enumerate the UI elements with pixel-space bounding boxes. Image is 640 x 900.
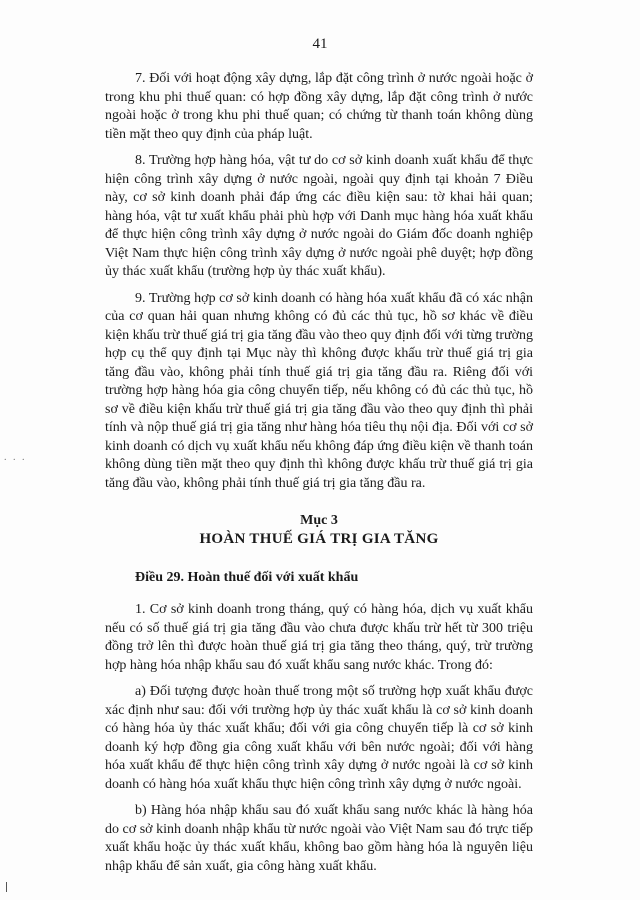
section-label: Mục 3 [300,513,338,528]
document-body [105,70,533,884]
article-clause-1b: b) Hàng hóa nhập khẩu sau đó xuất khẩu sang nước khác là hàng hóa do cơ sở kinh doanh nhập khẩu từ nước ngoài vào Việt Nam sau đó trực tiếp xuất khẩu hoặc ủy thác xuất khẩu, không bao gồm hàng hóa là nguyên liệu nhập khẩu để sản xuất, gia công hàng xuất khẩu. [105,803,533,874]
article-clause-1a: a) Đối tượng được hoàn thuế trong một số trường hợp xuất khẩu được xác định như sau: đối với trường hợp ủy thác xuất khẩu là cơ sở kinh doanh có hàng hóa ủy thác xuất khẩu; đối với gia công chuyển tiếp là cơ sở kinh doanh ký hợp đồng gia công xuất khẩu với bên nước ngoài; đối với hàng hóa xuất khẩu để thực hiện công trình xây dựng ở nước ngoài là cơ sở kinh doanh có hàng hóa xuất khẩu thực hiện công trình xây dựng ở nước ngoài. [105,684,533,792]
section-title: HOÀN THUẾ GIÁ TRỊ GIA TĂNG [199,531,439,547]
clause-8: 8. Trường hợp hàng hóa, vật tư do cơ sở kinh doanh xuất khẩu để thực hiện công trình xây dựng ở nước ngoài, ngoài quy định tại khoản 7 Điều này, cơ sở kinh doanh phải đáp ứng các điều kiện sau: tờ khai hải quan; hàng hóa, vật tư xuất khẩu phải phù hợp với Danh mục hàng hóa xuất khẩu để thực hiện công trình xây dựng ở nước ngoài do Giám đốc doanh nghiệp Việt Nam thực hiện công trình xây dựng ở nước ngoài phê duyệt; hợp đồng ủy thác xuất khẩu (trường hợp ủy thác xuất khẩu). [105,153,533,279]
clause-9: 9. Trường hợp cơ sở kinh doanh có hàng hóa xuất khẩu đã có xác nhận của cơ quan hải quan nhưng không có đủ các thủ tục, hồ sơ khác về điều kiện khấu trừ thuế giá trị gia tăng đầu vào theo quy định đối với từng trường hợp cụ thể quy định tại Mục này thì không được khấu trừ thuế giá trị gia tăng đầu vào, không phải tính thuế giá trị gia tăng đầu ra. Riêng đối với trường hợp hàng hóa gia công chuyển tiếp, nếu không có đủ các thủ tục, hồ sơ về điều kiện khấu trừ thuế giá trị gia tăng đầu vào theo quy định thì phải tính và nộp thuế giá trị gia tăng như hàng hóa tiêu thụ nội địa. Đối với cơ sở kinh doanh có dịch vụ xuất khẩu nếu không đáp ứng điều kiện về thanh toán không dùng tiền mặt theo quy định thì không được khấu trừ thuế giá trị gia tăng đầu vào, không phải tính thuế giá trị gia tăng đầu ra. [105,290,533,491]
article-title: Điều 29. Hoàn thuế đối với xuất khẩu [135,569,359,585]
margin-mark: . . . [4,452,27,463]
page-number: 41 [312,36,328,52]
article-clause-1: 1. Cơ sở kinh doanh trong tháng, quý có hàng hóa, dịch vụ xuất khẩu nếu có số thuế giá trị gia tăng đầu vào chưa được khấu trừ hết từ 300 triệu đồng trở lên thì được hoàn thuế giá trị gia tăng theo tháng, quý, trừ trường hợp hàng hóa nhập khẩu sau đó xuất khẩu sang nước khác. Trong đó: [105,602,533,673]
clause-7: 7. Đối với hoạt động xây dựng, lắp đặt công trình ở nước ngoài hoặc ở trong khu phi thuế quan: có hợp đồng xây dựng, lắp đặt công trình ở nước ngoài hoặc ở trong khu phi thuế quan; có chứng từ thanh toán không dùng tiền mặt theo quy định của pháp luật. [105,71,533,142]
scan-edge-mark [6,882,7,892]
